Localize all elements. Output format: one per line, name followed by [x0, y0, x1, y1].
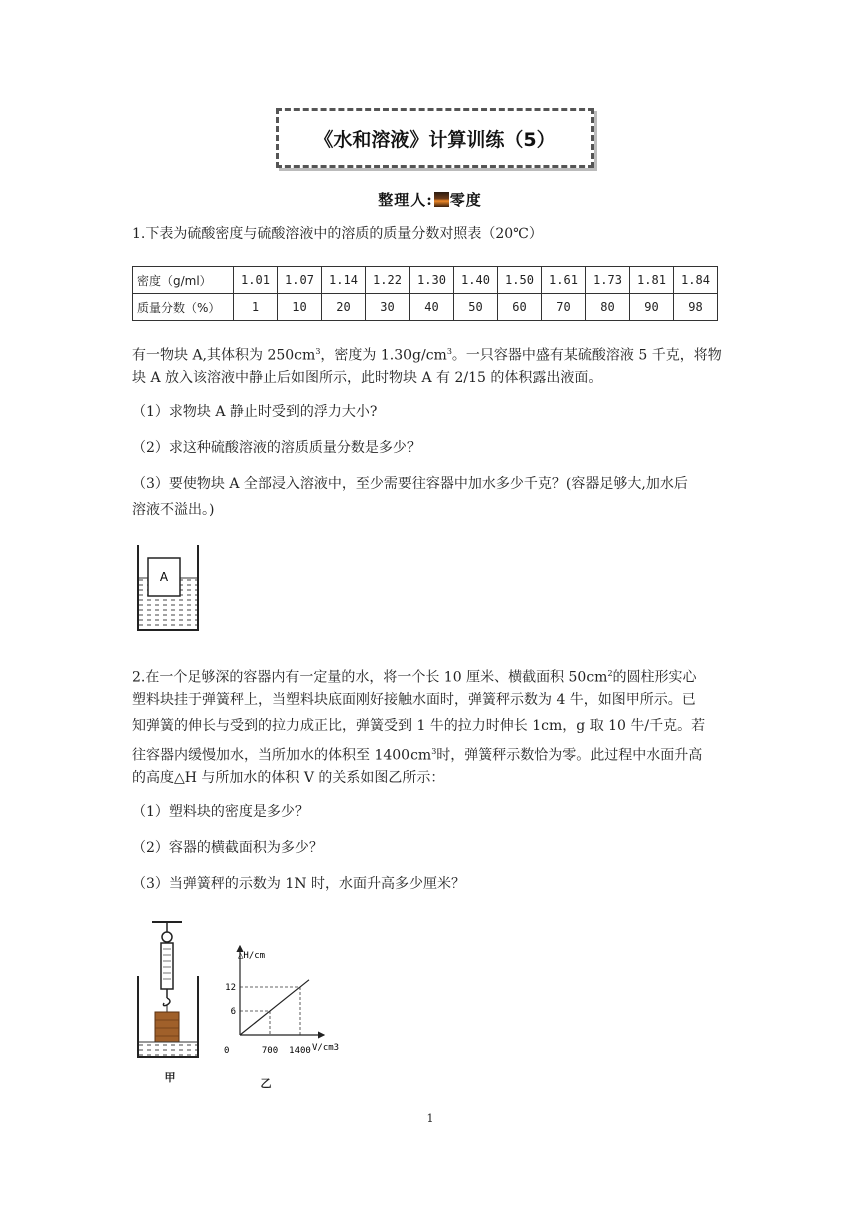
q1-intro: 1.下表为硫酸密度与硫酸溶液中的溶质的质量分数对照表（20℃）: [132, 226, 543, 242]
table-cell: 80: [586, 294, 630, 321]
x-axis-label: V/cm3: [312, 1043, 340, 1053]
table-cell: 10: [278, 294, 322, 321]
author-name: 零度: [449, 191, 482, 209]
tick-label-y: 6: [230, 1007, 236, 1017]
q1-text-a3: 。一只容器中盛有某硫酸溶液 5 千克，将物: [451, 347, 722, 364]
q2-l1a: 2.在一个足够深的容器内有一定量的水，将一个长 10 厘米、横截面积 50cm: [132, 669, 608, 686]
q2-sub3: （3）当弹簧秤的示数为 1N 时，水面升高多少厘米？: [132, 876, 465, 892]
page-number: 1: [426, 1112, 434, 1125]
q2-text-line-3: 知弹簧的伸长与受到的拉力成正比，弹簧受到 1 牛的拉力时伸长 1cm，g 取 10 牛/千克。若: [132, 718, 706, 734]
table-cell: 1: [234, 294, 278, 321]
q2-l4a: 往容器内缓慢加水，当所加水的体积至 1400cm: [132, 747, 432, 764]
q2-l1b: 的圆柱形实心: [612, 669, 697, 686]
table-cell: 20: [322, 294, 366, 321]
density-table: [132, 266, 718, 321]
tick-label-x: 1400: [289, 1046, 311, 1056]
q1-sub3-line2: 溶液不溢出。): [132, 502, 215, 518]
block-a-label: A: [159, 570, 169, 584]
table-cell: 50: [454, 294, 498, 321]
q1-text-line-2: 块 A 放入该溶液中静止后如图所示，此时物块 A 有 2/15 的体积露出液面。: [132, 370, 603, 386]
q2-text-line-5: 的高度△H 与所加水的体积 V 的关系如图乙所示：: [132, 770, 445, 786]
table-cell: 98: [674, 294, 718, 321]
tick-label-y: 12: [225, 983, 236, 993]
q2-sup-1: 2: [607, 669, 613, 678]
table-cell: 1.81: [630, 267, 674, 294]
table-row: [133, 294, 718, 321]
figure-yi-caption: 乙: [260, 1077, 272, 1090]
document-title: 《水和溶液》计算训练（5）: [276, 108, 594, 168]
q2-spring-scale-figure: [130, 918, 210, 1066]
table-cell: 1.22: [366, 267, 410, 294]
table-cell: 1.61: [542, 267, 586, 294]
table-cell: 1.01: [234, 267, 278, 294]
q1-sub1: （1）求物块 A 静止时受到的浮力大小?: [132, 404, 378, 420]
q1-text-line-1: [132, 342, 732, 366]
table-cell: 1.07: [278, 267, 322, 294]
q1-text-a2: ，密度为 1.30g/cm: [320, 347, 447, 364]
series-line: [240, 980, 309, 1035]
q2-text-line-2: 塑料块挂于弹簧秤上，当塑料块底面刚好接触水面时，弹簧秤示数为 4 牛，如图甲所示。已: [132, 692, 696, 708]
table-cell: 1.40: [454, 267, 498, 294]
tick-label-x-0: 0: [224, 1046, 230, 1056]
table-header-density: 密度（g/ml）: [133, 267, 234, 294]
q2-sup-2: 3: [431, 747, 437, 756]
q1-text-a1: 有一物块 A,其体积为 250cm: [132, 347, 316, 364]
author-line: [360, 189, 500, 210]
tick-label-x: 700: [261, 1046, 279, 1056]
table-cell: 1.30: [410, 267, 454, 294]
table-row: [133, 267, 718, 294]
q1-sup-1: 3: [315, 347, 321, 356]
table-cell: 1.50: [498, 267, 542, 294]
q1-sup-2: 3: [446, 347, 452, 356]
table-cell: 30: [366, 294, 410, 321]
table-cell: 1.14: [322, 267, 366, 294]
q2-line-chart: [212, 942, 352, 1060]
table-cell: 70: [542, 294, 586, 321]
table-cell: 60: [498, 294, 542, 321]
q1-sub3-line1: （3）要使物块 A 全部浸入溶液中，至少需要往容器中加水多少千克？(容器足够大,加水后: [132, 476, 688, 492]
figure-jia-caption: 甲: [164, 1071, 176, 1084]
q2-text-line-4: [132, 742, 732, 766]
table-cell: 1.84: [674, 267, 718, 294]
q1-beaker-figure: [130, 543, 210, 633]
table-header-fraction: 质量分数（%）: [133, 294, 234, 321]
q2-text-line-1: [132, 664, 732, 688]
table-cell: 40: [410, 294, 454, 321]
table-cell: 90: [630, 294, 674, 321]
author-avatar-icon: [434, 192, 449, 207]
q2-sub2: （2）容器的横截面积为多少？: [132, 840, 323, 856]
q2-l4b: 时，弹簧秤示数恰为零。此过程中水面升高: [436, 747, 703, 764]
author-prefix: 整理人:: [378, 191, 433, 209]
q1-sub2: （2）求这种硫酸溶液的溶质质量分数是多少？: [132, 440, 421, 456]
table-cell: 1.73: [586, 267, 630, 294]
q2-sub1: （1）塑料块的密度是多少？: [132, 804, 309, 820]
y-axis-label: △H/cm: [238, 951, 266, 961]
